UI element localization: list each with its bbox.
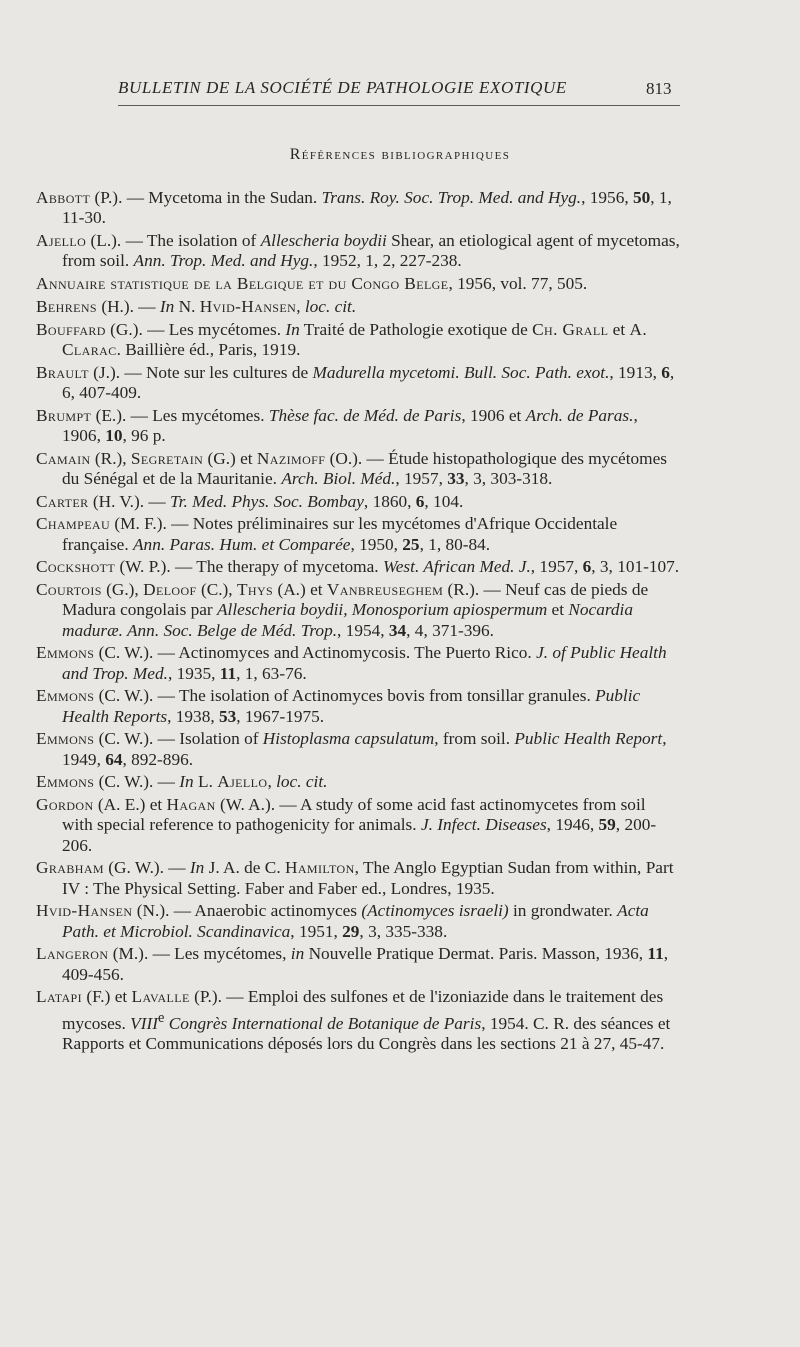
reference-text: et <box>608 319 630 339</box>
reference-text: Shear, an etiological agent of mycetomas, from soil. <box>62 231 680 271</box>
reference-item <box>36 686 680 726</box>
italic-text: Thèse fac. de Méd. de Paris <box>268 405 462 425</box>
author-name: Abbott <box>36 188 91 207</box>
reference-text: (C.), <box>196 580 237 600</box>
reference-item <box>36 795 680 856</box>
reference-text: Traité de Pathologie exotique de <box>299 319 533 339</box>
reference-text: , 1957, <box>530 557 583 577</box>
italic-text: Madurella mycetomi. Bull. Soc. Path. exot. <box>312 362 610 382</box>
reference-text: , 1967-1975. <box>236 706 325 726</box>
author-name: Ajello <box>217 772 268 792</box>
author-name: Ch. Grall <box>532 319 609 339</box>
italic-text: Public Health Reports <box>62 686 641 726</box>
author-name: Latapi <box>36 987 82 1007</box>
reference-item <box>36 901 680 941</box>
italic-text: Histoplasma capsulatum <box>262 729 435 749</box>
author-name: Gordon <box>36 795 94 815</box>
italic-text: In <box>285 319 300 339</box>
reference-text: , 409-456. <box>62 944 669 984</box>
reference-text: , 1935, <box>167 663 220 683</box>
reference-text: (M. F.). — Notes préliminaires sur les mycétomes d'Afrique Occidentale française. <box>62 514 618 554</box>
reference-item <box>36 987 680 1053</box>
reference-text: , 1954, <box>337 620 389 640</box>
reference-text: , 104. <box>424 491 464 511</box>
reference-text: , 1906, <box>62 405 638 445</box>
reference-text: , 1956, vol. 77, 505. <box>448 274 588 293</box>
italic-text: J. of Public Health and Trop. Med. <box>62 643 667 683</box>
reference-text: (C. W.). — <box>94 772 180 792</box>
reference-text: (J.). — Note sur les cultures de <box>88 362 313 382</box>
italic-text: Tr. Med. Phys. Soc. Bombay <box>170 491 364 511</box>
author-name: Camain <box>36 448 91 468</box>
reference-item <box>36 729 680 769</box>
author-name: Brault <box>36 362 89 382</box>
reference-item <box>36 858 680 898</box>
reference-text: (C. W.). — The isolation of Actinomyces bovis from tonsillar granules. <box>94 686 596 706</box>
volume-number: 6 <box>415 491 425 511</box>
reference-item <box>36 449 680 489</box>
reference-text: (E.). — Les mycétomes. <box>91 405 269 425</box>
reference-text: (R.). — Neuf cas de pieds de Madura congolais par <box>62 580 649 620</box>
reference-item <box>36 363 680 403</box>
italic-text: Allescheria boydii, Monosporium apiospermum <box>217 600 548 620</box>
reference-text: (C. W.). — Isolation of <box>94 729 263 749</box>
reference-text: , 1951, <box>290 921 343 941</box>
author-name: Emmons <box>36 729 95 749</box>
reference-text: , 1860, <box>363 491 416 511</box>
author-name: Hvid-Hansen <box>36 901 133 921</box>
author-name: Langeron <box>36 944 109 964</box>
page-number: 813 <box>646 79 672 98</box>
reference-item <box>36 274 680 294</box>
reference-text: (R.), <box>90 448 131 468</box>
volume-number: 50 <box>632 188 651 207</box>
reference-item <box>36 492 680 512</box>
author-name: Champeau <box>36 514 111 534</box>
reference-text: , 1952, 1, 2, 227-238. <box>313 251 462 271</box>
italic-text: Ann. Paras. Hum. et Comparée <box>133 534 351 554</box>
italic-text: Arch. de Paras. <box>525 405 634 425</box>
volume-number: 64 <box>105 749 123 769</box>
reference-text: , from soil. <box>434 729 515 749</box>
reference-item <box>36 643 680 683</box>
running-title: BULLETIN DE LA SOCIÉTÉ DE PATHOLOGIE EXOTIQUE <box>118 78 567 97</box>
header-rule <box>118 105 680 106</box>
reference-text: (C. W.). — Actinomyces and Actinomycosis. The Puerto Rico. <box>94 643 537 663</box>
reference-text: (O.). — Étude histopathologique des mycétomes du Sénégal et de la Mauritanie. <box>62 448 667 488</box>
italic-text: In <box>179 772 194 792</box>
volume-number: 59 <box>598 815 616 835</box>
author-name: A. Clarac <box>62 319 648 359</box>
superscript: e <box>157 1009 165 1026</box>
reference-text: , 1949, <box>62 729 667 769</box>
reference-item <box>36 514 680 554</box>
italic-text: Public Health Report <box>514 729 663 749</box>
reference-text: , 3, 101-107. <box>591 557 680 577</box>
reference-text: (H. V.). — <box>88 491 170 511</box>
author-name: Thys <box>236 580 274 600</box>
author-name: Ajello <box>36 231 87 250</box>
reference-text: in grondwater. <box>508 901 618 921</box>
author-name: Bouffard <box>36 319 106 339</box>
author-name: Behrens <box>36 296 97 316</box>
reference-text: (W. P.). — The therapy of mycetoma. <box>115 557 383 577</box>
reference-text: , 1957, <box>395 468 448 488</box>
italic-text: loc. cit. <box>276 772 328 792</box>
italic-text: (Actinomyces israeli) <box>361 901 509 921</box>
italic-text: In <box>189 858 205 878</box>
reference-text: (G. W.). — <box>103 858 190 878</box>
reference-text: , 1954. C. R. des séances et Rapports et Communications déposés lors du Congrès dans les sections 21 à 27, 45-47. <box>62 1013 671 1053</box>
author-name: Hagan <box>166 795 216 815</box>
reference-text: (M.). — Les mycétomes, <box>108 944 291 964</box>
reference-item <box>36 580 680 641</box>
author-name: Grabham <box>36 858 104 878</box>
reference-text: (P.). — Mycetoma in the Sudan. <box>90 188 322 207</box>
author-name: Cockshott <box>36 557 116 577</box>
reference-text: (L.). — The isolation of <box>86 231 261 250</box>
reference-text: L. <box>193 772 218 792</box>
reference-text: (G.) et <box>203 448 257 468</box>
author-name: Courtois <box>36 580 102 600</box>
reference-item <box>36 406 680 446</box>
reference-text: , 1950, <box>350 534 403 554</box>
italic-text: Congrès International de Botanique de Paris <box>164 1013 482 1033</box>
author-name: Annuaire statistique de la Belgique et du Congo Belge <box>36 274 449 293</box>
reference-item <box>36 557 680 577</box>
volume-number: 25 <box>402 534 420 554</box>
reference-text: J. A. de C. <box>204 858 285 878</box>
reference-item <box>36 320 680 360</box>
reference-text: , 200-206. <box>62 815 657 855</box>
reference-text: , 1956, <box>581 188 633 207</box>
italic-text: Ann. Trop. Med. and Hyg. <box>133 251 314 271</box>
author-name: Vanbreuseghem <box>326 580 444 600</box>
italic-text: Allescheria boydii <box>260 231 387 250</box>
author-name: Emmons <box>36 686 95 706</box>
reference-text: , 1, 11-30. <box>62 188 672 228</box>
reference-text: , 1, 63-76. <box>236 663 307 683</box>
volume-number: 34 <box>388 620 407 640</box>
italic-text: Acta Path. et Microbiol. Scandinavica <box>62 901 649 941</box>
author-name: Hamilton <box>284 858 355 878</box>
reference-text: (H.). — <box>97 296 160 316</box>
reference-text: , 4, 371-396. <box>406 620 494 640</box>
reference-text: (N.). — Anaerobic actinomyces <box>132 901 362 921</box>
reference-item <box>36 297 680 317</box>
reference-text: , 3, 303-318. <box>464 468 553 488</box>
italic-text: Nocardia maduræ. Ann. Soc. Belge de Méd. Trop. <box>62 600 634 640</box>
reference-text: , 1906 et <box>461 405 526 425</box>
reference-text: . Baillière éd., Paris, 1919. <box>116 339 301 359</box>
reference-text: , The Anglo Egyptian Sudan from within, Part IV : The Physical Setting. Faber and Faber ed., Londres, 1935. <box>62 858 674 898</box>
volume-number: 29 <box>342 921 360 941</box>
volume-number: 6 <box>582 557 592 577</box>
italic-text: West. African Med. J. <box>382 557 531 577</box>
reference-text: (W. A.). — A study of some acid fast actinomycetes from soil with special reference to pathogenicity for animals. <box>62 795 646 835</box>
italic-text: loc. cit. <box>304 296 357 316</box>
author-name: Segretain <box>130 448 204 468</box>
section-title: Références bibliographiques <box>289 146 511 163</box>
reference-text: N. <box>174 296 200 316</box>
reference-text: (G.), <box>101 580 144 600</box>
author-name: Deloof <box>143 580 197 600</box>
author-name: Emmons <box>36 643 95 663</box>
volume-number: 10 <box>105 425 123 445</box>
reference-item <box>36 772 680 792</box>
author-name: Carter <box>36 491 89 511</box>
volume-number: 11 <box>219 663 237 683</box>
italic-text: in <box>290 944 305 964</box>
italic-text: Arch. Biol. Méd. <box>281 468 396 488</box>
reference-text: , 1938, <box>167 706 219 726</box>
reference-text: Nouvelle Pratique Dermat. Paris. Masson, 1936, <box>304 944 648 964</box>
reference-list <box>36 188 680 1056</box>
reference-text: (A.) et <box>273 580 327 600</box>
reference-text: , 1913, <box>609 362 662 382</box>
author-name: Hvid-Hansen <box>199 296 297 316</box>
italic-text: Trans. Roy. Soc. Trop. Med. and Hyg. <box>321 188 582 207</box>
reference-text: , 6, 407-409. <box>62 362 675 402</box>
reference-text: , <box>296 296 305 316</box>
author-name: Lavalle <box>131 987 190 1007</box>
reference-text: (F.) et <box>82 987 132 1007</box>
reference-text: (P.). — Emploi des sulfones et de l'izoniazide dans le traitement des mycoses. <box>62 987 664 1033</box>
reference-text: , 1946, <box>546 815 599 835</box>
italic-text: In <box>159 296 175 316</box>
reference-item <box>36 231 680 271</box>
author-name: Emmons <box>36 772 95 792</box>
volume-number: 6 <box>661 362 670 382</box>
volume-number: 33 <box>447 468 465 488</box>
italic-text: J. Infect. Diseases <box>420 815 547 835</box>
author-name: Brumpt <box>36 405 92 425</box>
volume-number: 53 <box>218 706 237 726</box>
reference-item <box>36 188 680 228</box>
reference-text: (A. E.) et <box>93 795 167 815</box>
italic-text: VIII <box>130 1013 158 1033</box>
reference-text: , 892-896. <box>122 749 194 769</box>
reference-text: (G.). — Les mycétomes. <box>105 319 286 339</box>
reference-text: , 96 p. <box>122 425 166 445</box>
reference-text: , 3, 335-338. <box>359 921 448 941</box>
reference-text: , <box>267 772 277 792</box>
reference-item <box>36 944 680 984</box>
author-name: Nazimoff <box>256 448 326 468</box>
volume-number: 11 <box>647 944 664 964</box>
reference-text: et <box>547 600 569 620</box>
reference-text: , 1, 80-84. <box>419 534 491 554</box>
